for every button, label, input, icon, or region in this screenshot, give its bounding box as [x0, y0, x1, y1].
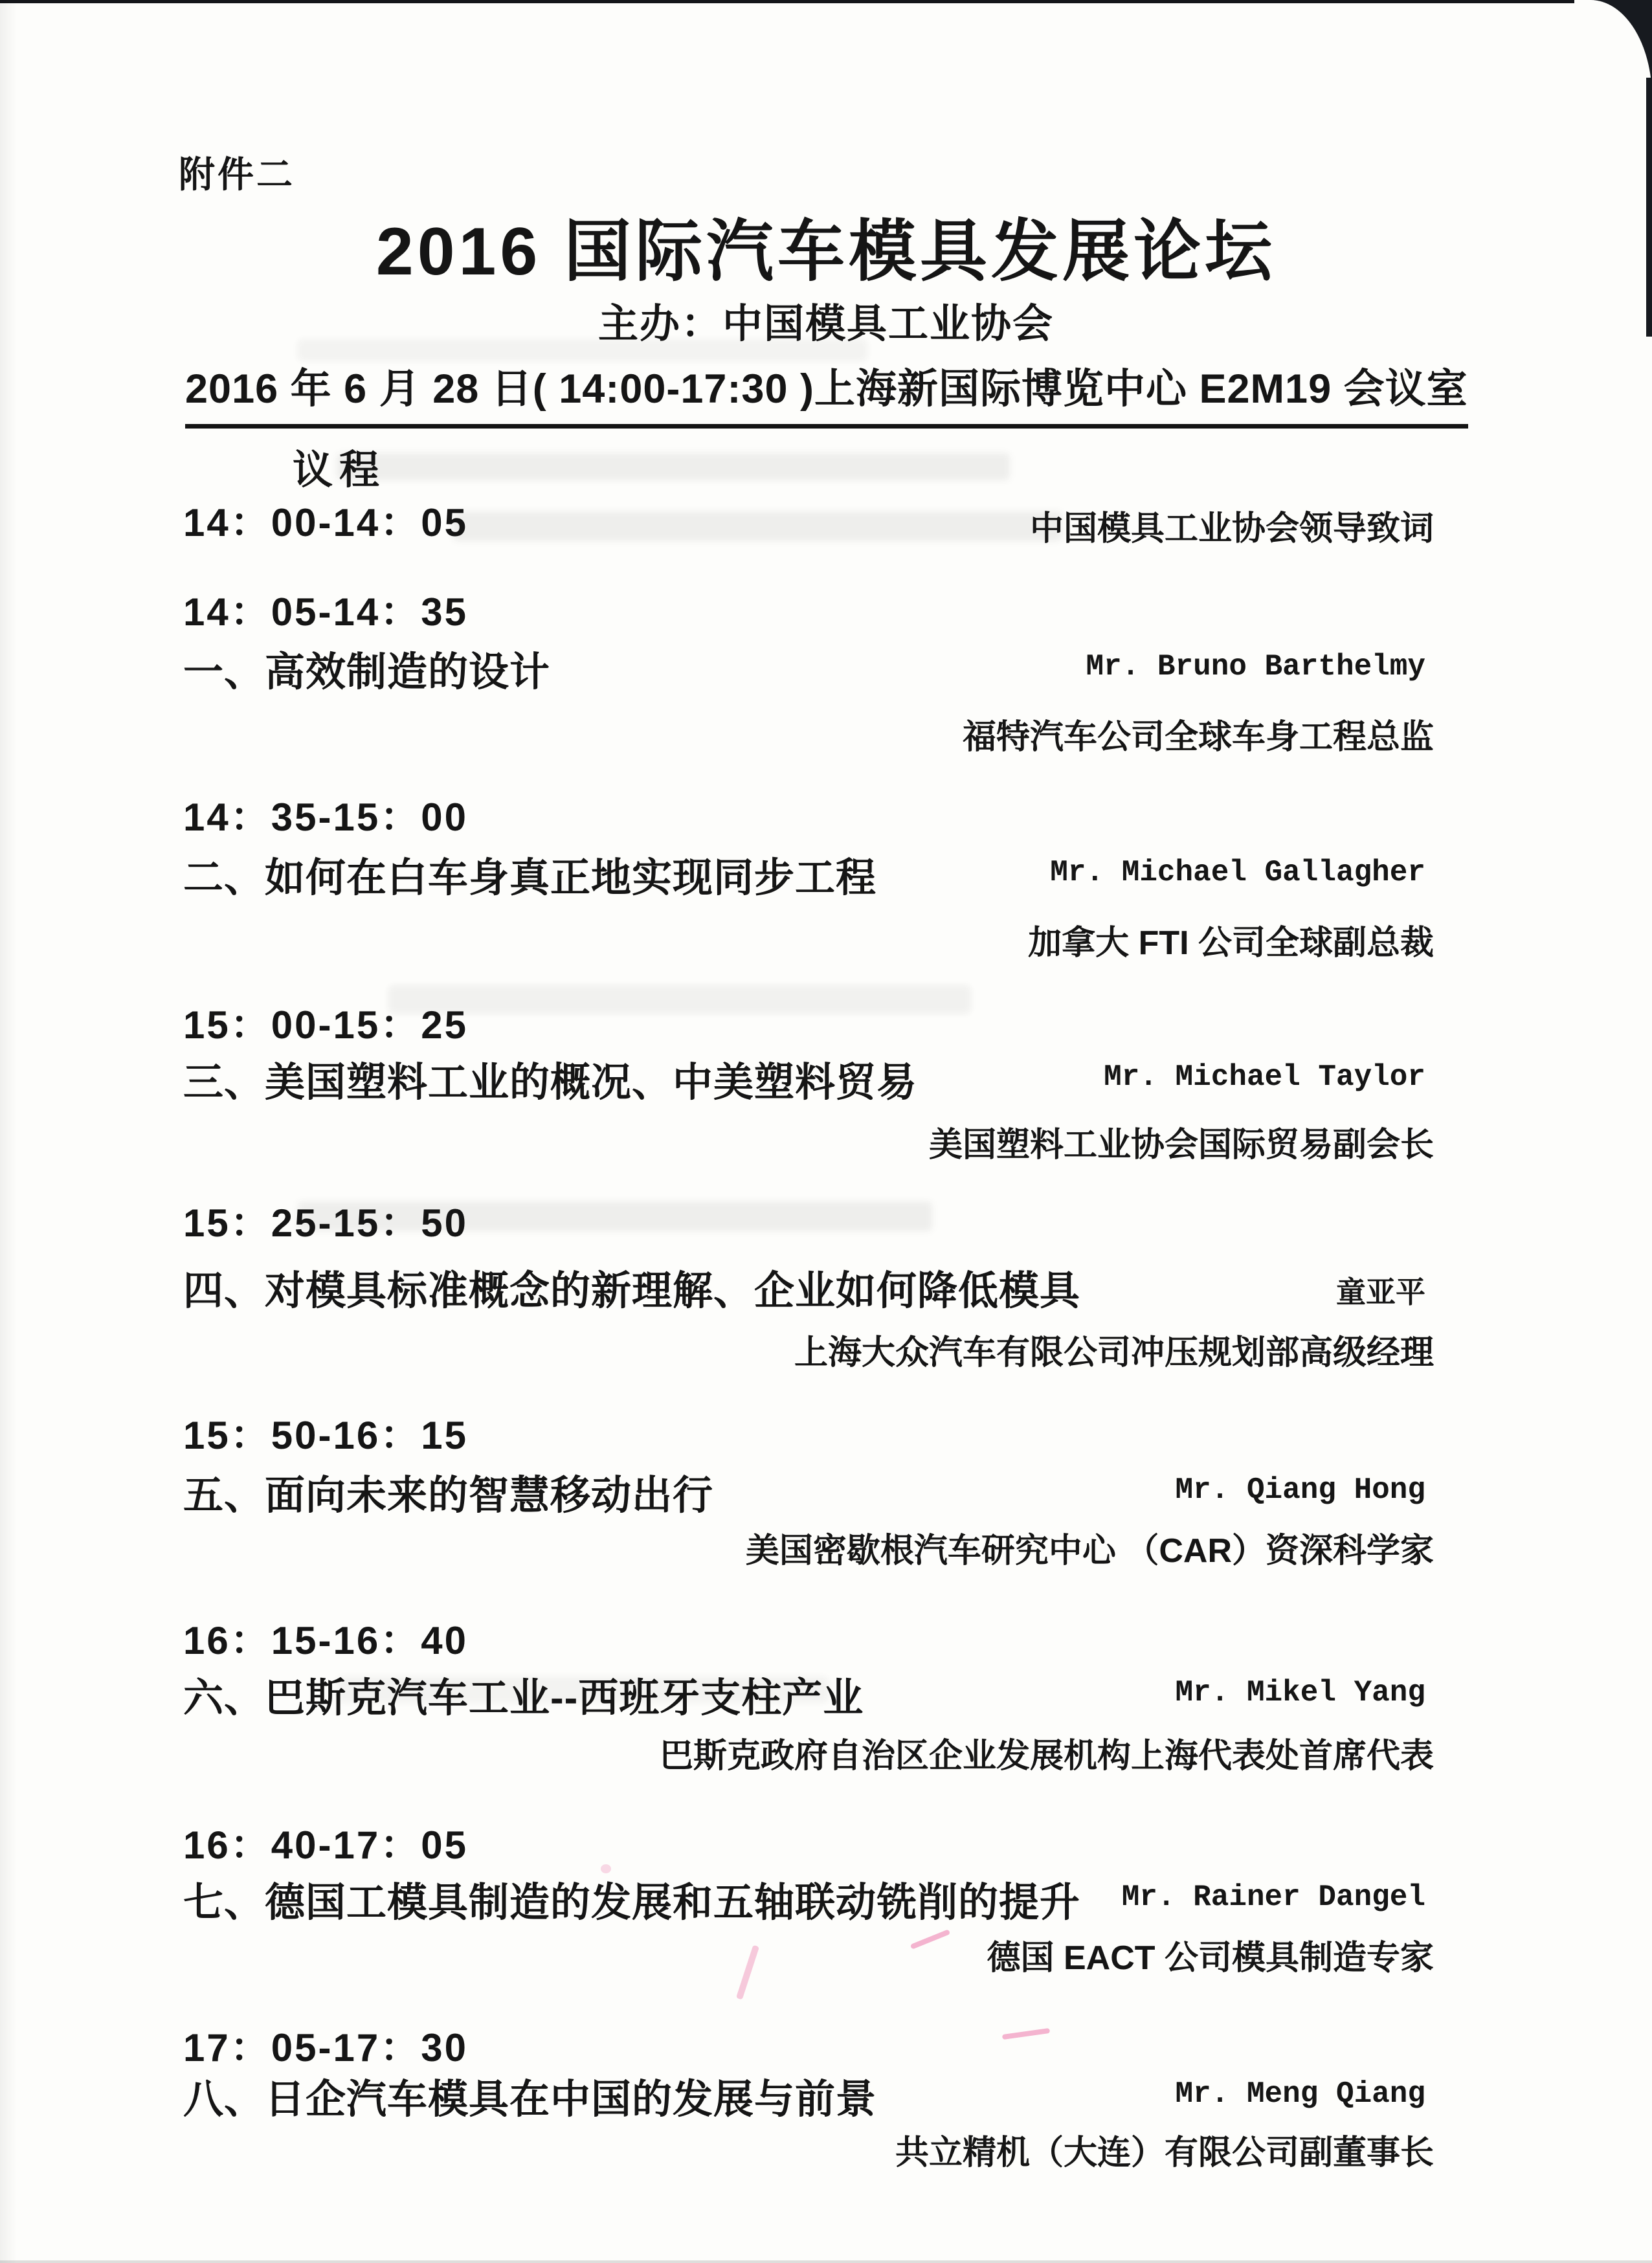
- session-topic: 五、面向未来的智慧移动出行: [183, 1473, 714, 1518]
- session-time: 14：05-14：35: [183, 590, 468, 634]
- pink-ink-mark: [1002, 2028, 1050, 2040]
- session-speaker: Mr. Qiang Hong: [1175, 1473, 1425, 1507]
- scan-bleedthrough-smudge: [388, 985, 971, 1014]
- date-venue-line: 2016 年 6 月 28 日( 14:00-17:30 )上海新国际博览中心 E2M19 会议室: [185, 356, 1468, 429]
- session-topic: 四、对模具标准概念的新理解、企业如何降低模具: [183, 1269, 1081, 1313]
- session-topic: 一、高效制造的设计: [183, 650, 551, 695]
- attachment-label: 附件二: [179, 154, 295, 195]
- session-affiliation: 德国 EACT 公司模具制造专家: [987, 1939, 1434, 1977]
- session-topic: 七、德国工模具制造的发展和五轴联动铣削的提升: [183, 1880, 1081, 1925]
- pink-ink-mark: [910, 1929, 950, 1949]
- session-time: 16：15-16：40: [183, 1619, 468, 1662]
- session-topic: 三、美国塑料工业的概况、中美塑料贸易: [183, 1060, 918, 1105]
- agenda-label: 议程: [293, 448, 386, 493]
- session-topic: 二、如何在白车身真正地实现同步工程: [183, 856, 877, 900]
- session-speaker: Mr. Meng Qiang: [1175, 2077, 1425, 2111]
- session-time: 14：35-15：00: [183, 796, 468, 839]
- session-time: 17：05-17：30: [183, 2026, 468, 2069]
- page-title: 2016 国际汽车模具发展论坛: [375, 214, 1277, 289]
- scan-edge-top: [0, 0, 1652, 3]
- session-time: 16：40-17：05: [183, 1823, 468, 1867]
- session-affiliation: 上海大众汽车有限公司冲压规划部高级经理: [794, 1334, 1434, 1372]
- session-speaker: Mr. Rainer Dangel: [1121, 1880, 1425, 1914]
- scan-edge-bottom: [0, 2260, 1652, 2263]
- pink-ink-mark: [736, 1945, 759, 2000]
- opening-time: 14：00-14：05: [183, 501, 468, 544]
- session-time: 15：00-15：25: [183, 1003, 468, 1047]
- session-speaker: Mr. Bruno Barthelmy: [1086, 650, 1425, 684]
- session-speaker: Mr. Michael Gallagher: [1050, 856, 1425, 889]
- session-affiliation: 福特汽车公司全球车身工程总监: [962, 719, 1434, 756]
- session-affiliation: 加拿大 FTI 公司全球副总裁: [1028, 924, 1434, 962]
- scan-bleedthrough-smudge: [453, 511, 1062, 541]
- organizer-line: 主办：中国模具工业协会: [597, 302, 1054, 346]
- session-affiliation: 巴斯克政府自治区企业发展机构上海代表处首席代表: [659, 1737, 1434, 1775]
- session-time: 15：25-15：50: [183, 1201, 468, 1245]
- session-affiliation: 美国塑料工业协会国际贸易副会长: [928, 1126, 1434, 1164]
- session-topic: 六、巴斯克汽车工业--西班牙支柱产业: [183, 1676, 864, 1721]
- session-speaker: Mr. Mikel Yang: [1175, 1676, 1425, 1710]
- scan-bleedthrough-smudge: [337, 453, 1010, 480]
- session-affiliation: 共立精机（大连）有限公司副董事长: [895, 2134, 1434, 2172]
- session-topic: 八、日企汽车模具在中国的发展与前景: [183, 2077, 877, 2122]
- session-speaker: Mr. Michael Taylor: [1104, 1060, 1425, 1094]
- opening-item: 中国模具工业协会领导致词: [1029, 510, 1434, 548]
- session-time: 15：50-16：15: [183, 1414, 468, 1457]
- session-affiliation: 美国密歇根汽车研究中心 （CAR）资深科学家: [745, 1532, 1434, 1570]
- session-speaker: 童亚平: [1336, 1278, 1425, 1311]
